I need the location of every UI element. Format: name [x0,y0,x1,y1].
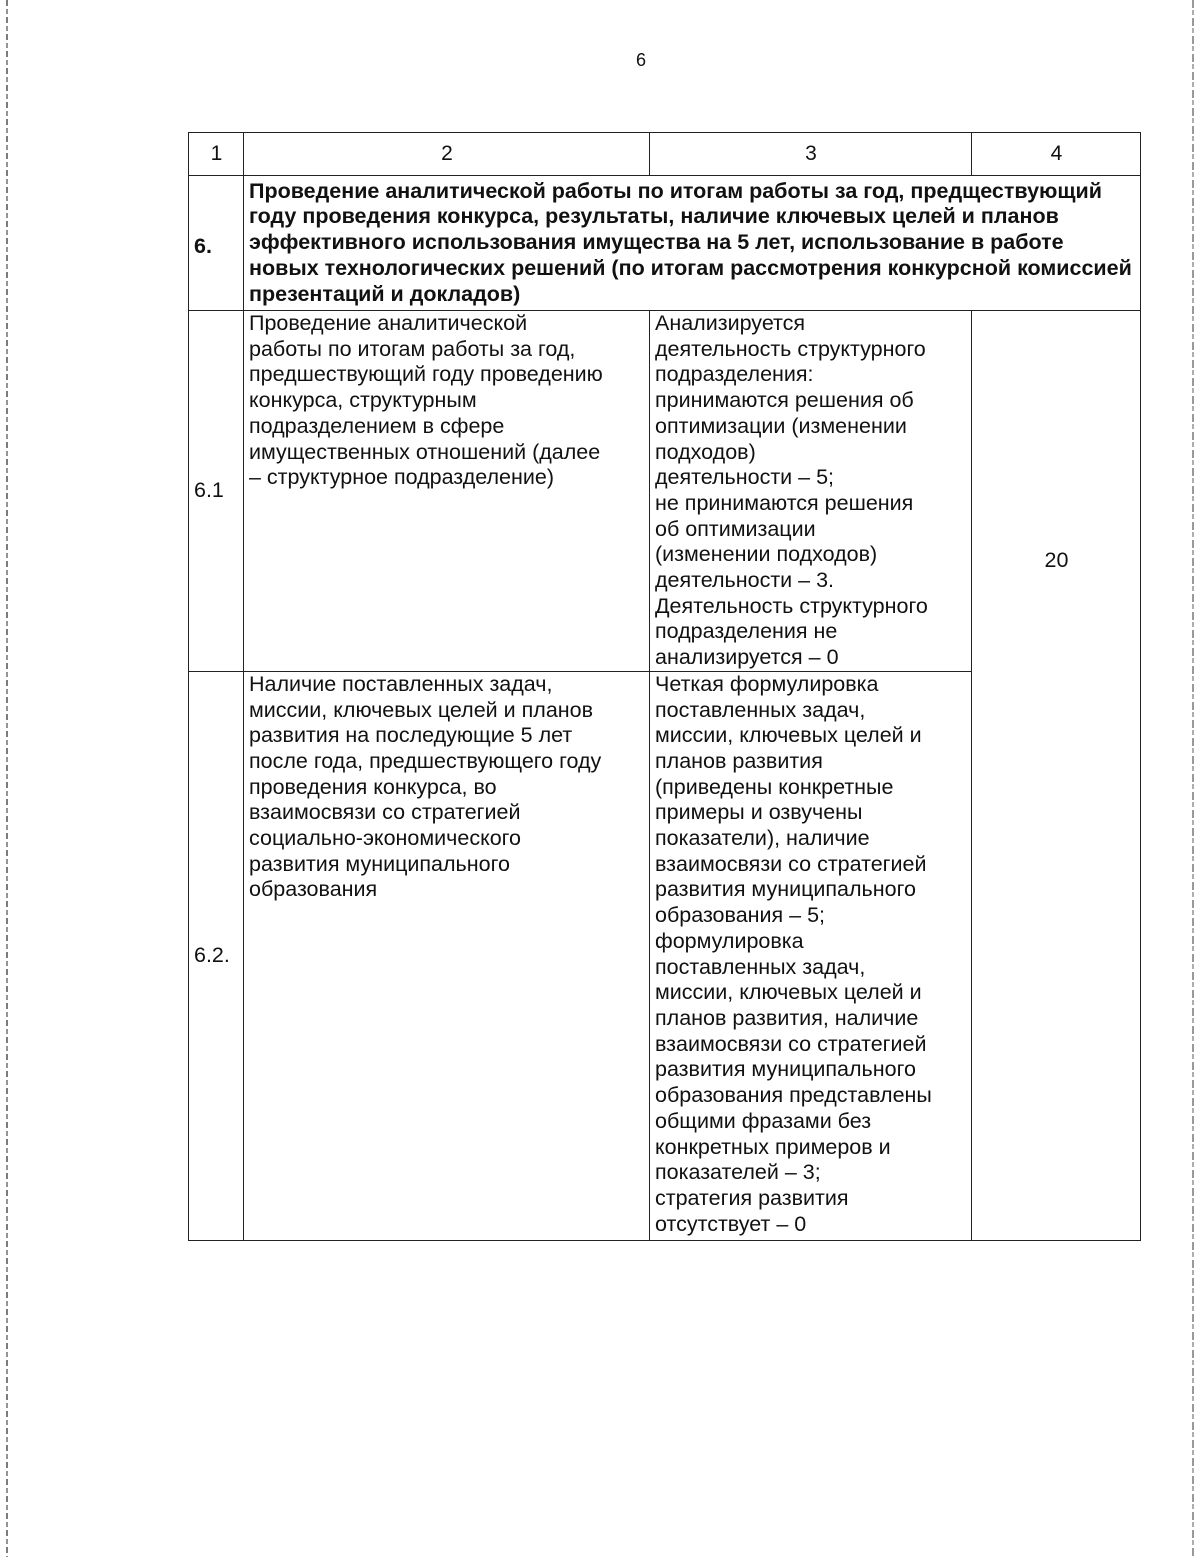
scoring-cell [650,671,972,1240]
max-score-cell: 20 [972,311,1141,1241]
criterion-cell [244,671,650,1240]
section-title-cell [244,176,1141,311]
page-number: 6 [635,50,646,70]
criterion-text: Проведение аналитической работы по итогам работы за год, предшествующий году проведению конкурса, структурным подразделением в сфере имущественных отношений (далее – структурное подразделение) [249,311,603,490]
criteria-table [188,132,1141,1241]
row-number: 6.1 [189,311,244,672]
header-cell-4: 4 [972,133,1141,176]
scoring-text: Четкая формулировка поставленных задач, миссии, ключевых целей и планов развития (приведены конкретные примеры и озвучены показатели), наличие взаимосвязи со стратегией развития муниципального образования – 5; формулировка поставленных задач, миссии, ключевых целей и планов развития, наличие взаимосвязи со стратегией развития муниципального образования представлены общими фразами без конкретных примеров и показателей – 3; стратегия развития отсутствует – 0 [655,671,932,1236]
scoring-cell [650,311,972,672]
criterion-text: Наличие поставленных задач, миссии, ключевых целей и планов развития на последующие 5 лет после года, предшествующего году проведения конкурса, во взаимосвязи со стратегией социально-экономического развития муниципального образования [249,671,602,902]
table-row [189,311,1141,672]
scan-edge-right [1192,0,1194,1557]
row-number: 6.2. [189,671,244,1240]
section-number: 6. [189,176,244,311]
header-cell-1: 1 [189,133,244,176]
section-row [189,176,1141,311]
scan-edge-left [6,0,8,1557]
header-cell-3: 3 [650,133,972,176]
criterion-cell [244,311,650,672]
section-title: Проведение аналитической работы по итогам работы за год, предществующий году проведения конкурса, результаты, наличие ключевых целей и планов эффективного использования имущества на 5 лет, использование в работе новых технологических решений (по итогам рассмотрения конкурсной комиссией презентаций и докладов) [249,178,1132,306]
table-header-row [189,133,1141,176]
scoring-text: Анализируется деятельность структурного подразделения: принимаются решения об оптимизации (изменении подходов) деятельности – 5; не принимаются решения об оптимизации (изменении подходов) деятельности – 3. Деятельность структурного подразделения не анализируется – 0 [655,311,928,670]
header-cell-2: 2 [244,133,650,176]
